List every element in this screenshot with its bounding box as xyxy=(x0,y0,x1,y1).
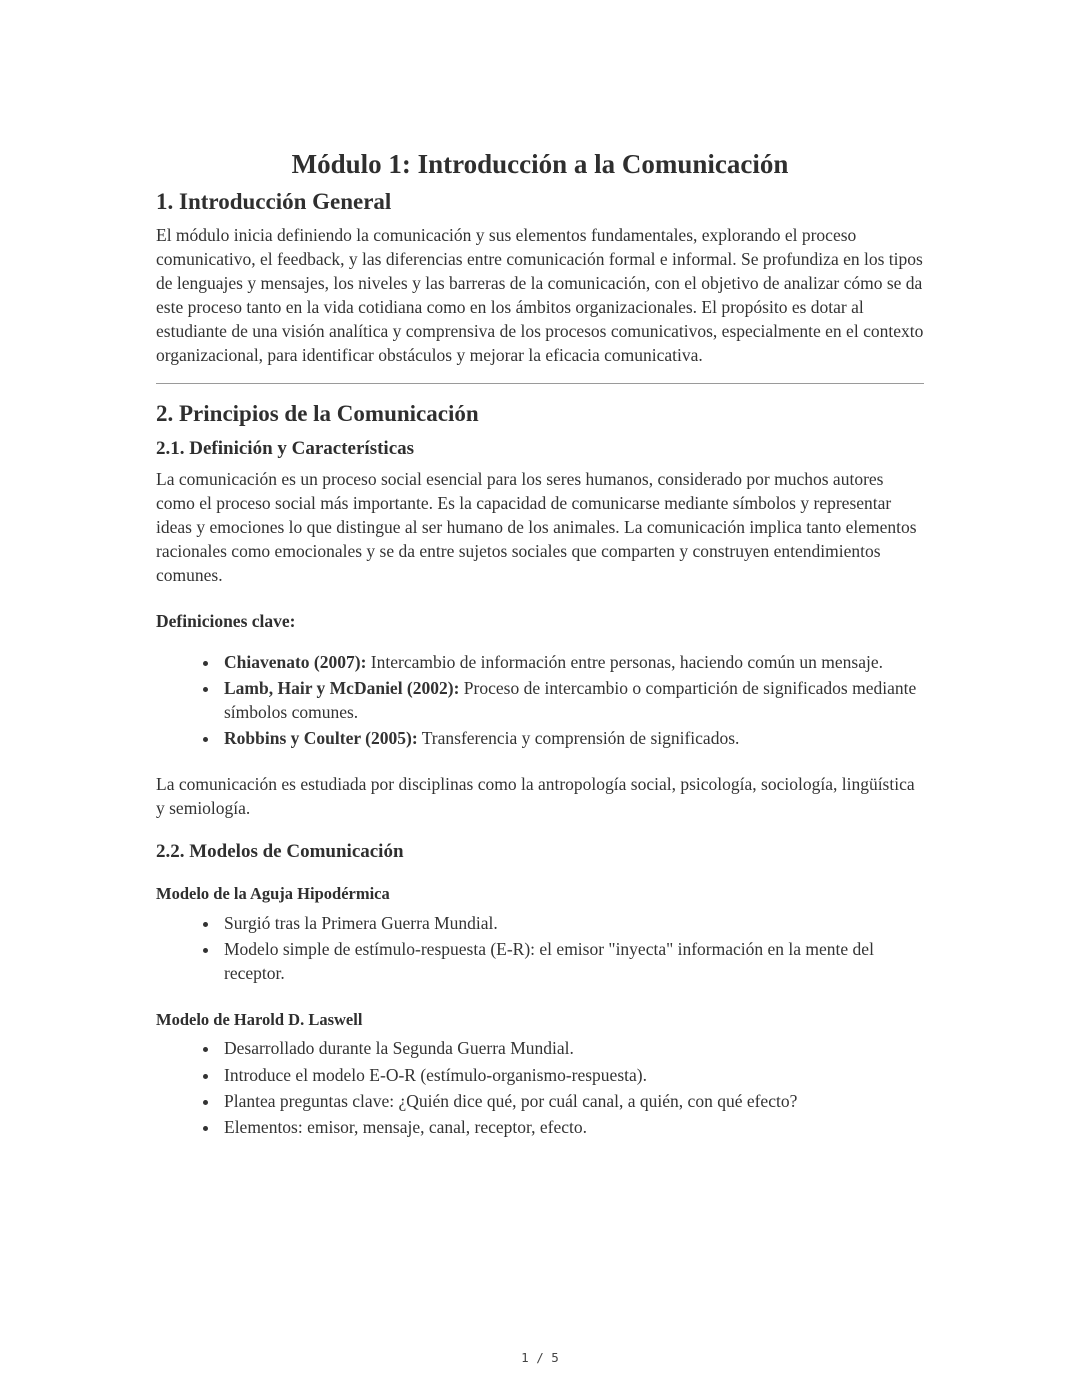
list-item: • Elementos: emisor, mensaje, canal, receptor, efecto. xyxy=(220,1115,924,1139)
document-title: Módulo 1: Introducción a la Comunicación xyxy=(291,149,789,179)
heading-modelos-comunicacion: 2.2. Modelos de Comunicación xyxy=(156,841,404,863)
heading-introduccion-general: 1. Introducción General xyxy=(156,188,392,214)
definition-term: Robbins y Coulter (2005): xyxy=(224,728,418,749)
list-item: • Introduce el modelo E-O-R (estímulo-organismo-respuesta). xyxy=(220,1063,924,1087)
heading-definicion-caracteristicas: 2.1. Definición y Características xyxy=(156,438,415,460)
list-item: • Plantea preguntas clave: ¿Quién dice qué, por cuál canal, a quién, con qué efecto? xyxy=(220,1089,924,1113)
page-number: 1 / 5 xyxy=(521,1350,559,1365)
paragraph-disciplinas: La comunicación es estudiada por disciplinas como la antropología social, psicología, sociología, lingüística y semiología. xyxy=(156,774,915,819)
paragraph-definicion-caracteristicas: La comunicación es un proceso social esencial para los seres humanos, considerado por muchos autores como el proceso social más importante. Es la capacidad de comunicarse mediante símbolos y representar ideas y emociones lo que distingue al ser humano de los animales. La comunicación implica tanto elementos racionales como emocionales y se da entre sujetos sociales que comparten y construyen entendimientos comunes. xyxy=(156,468,917,586)
list-item xyxy=(220,676,924,724)
definitions-list xyxy=(156,650,924,751)
definition-text: Intercambio de información entre personas, haciendo común un mensaje. xyxy=(366,651,883,672)
definitions-label: Definiciones clave: xyxy=(156,611,296,632)
definition-text: Transferencia y comprensión de significados. xyxy=(417,728,740,749)
list-item: • Surgió tras la Primera Guerra Mundial. xyxy=(220,911,924,935)
definition-term: Chiavenato (2007): xyxy=(224,651,367,672)
definition-term: Lamb, Hair y McDaniel (2002): xyxy=(224,677,460,698)
definition-text: Proceso de intercambio o compartición de significados mediante símbolos comunes. xyxy=(224,677,917,722)
list-item: • Modelo simple de estímulo-respuesta (E-R): el emisor "inyecta" información en la mente del receptor. xyxy=(220,937,924,985)
heading-modelo-laswell: Modelo de Harold D. Laswell xyxy=(156,1010,363,1030)
list-item xyxy=(220,650,924,674)
heading-modelo-aguja-hipodermica: Modelo de la Aguja Hipodérmica xyxy=(156,884,390,904)
list-item xyxy=(220,726,924,750)
modelo-aguja-list xyxy=(156,911,924,985)
modelo-laswell-list xyxy=(156,1036,924,1139)
section-divider xyxy=(156,383,924,384)
list-item: • Desarrollado durante la Segunda Guerra Mundial. xyxy=(220,1036,924,1060)
heading-principios-comunicacion: 2. Principios de la Comunicación xyxy=(156,401,479,427)
paragraph-introduccion-general: El módulo inicia definiendo la comunicación y sus elementos fundamentales, explorando el proceso comunicativo, el feedback, y las diferencias entre comunicación formal e informal. Se profundiza en los tipos de lenguajes y mensajes, los niveles y las barreras de la comunicación, con el objetivo de analizar cómo se da este proceso tanto en la vida cotidiana como en los ámbitos organizacionales. El propósito es dotar al estudiante de una visión analítica y comprensiva de los procesos comunicativos, especialmente en el contexto organizacional, para identificar obstáculos y mejorar la eficacia comunicativa. xyxy=(156,224,924,366)
